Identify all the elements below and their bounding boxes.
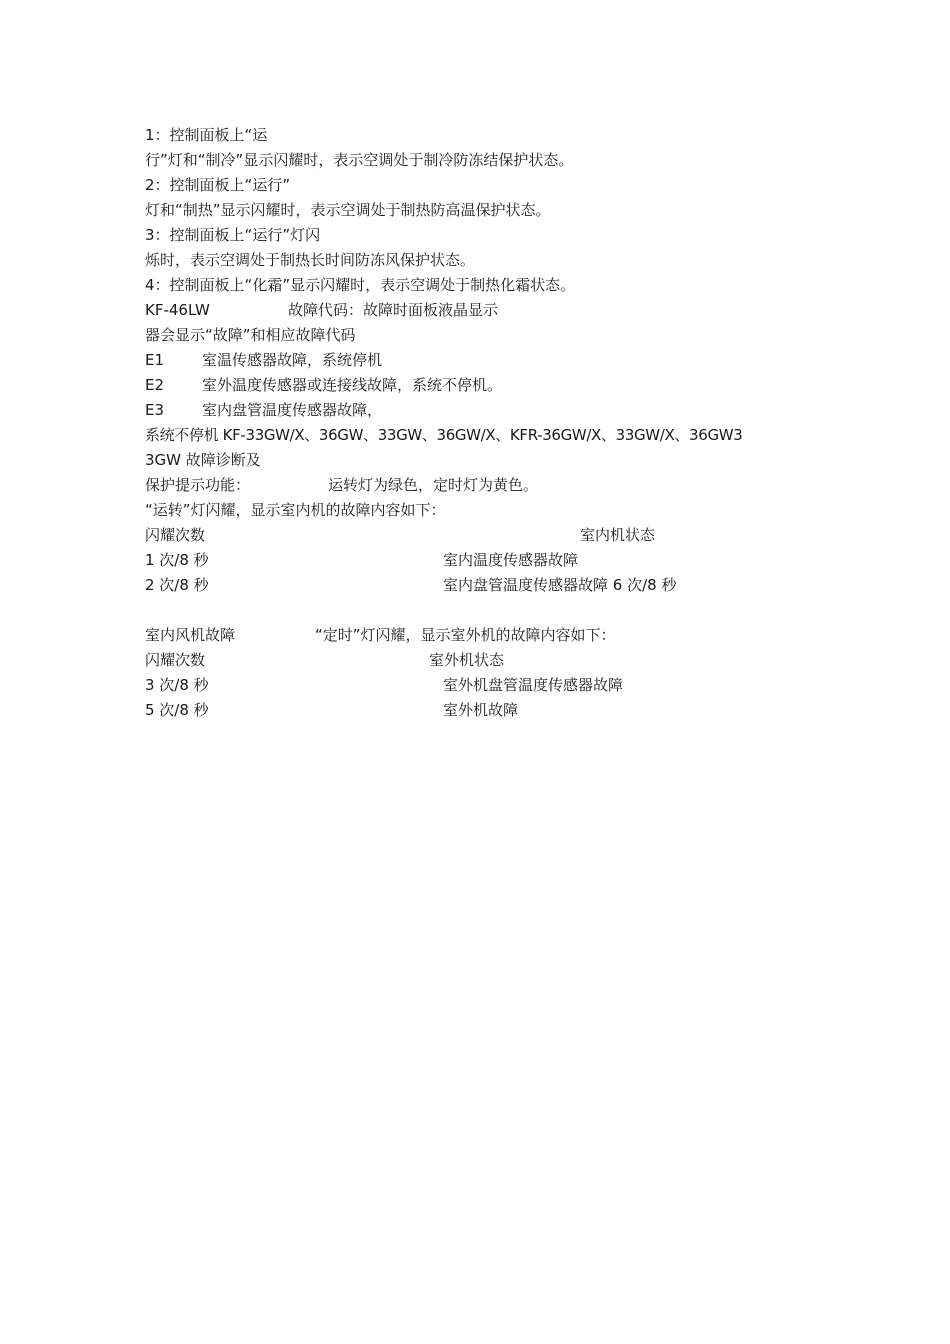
fault-code-intro: 故障代码：故障时面板液晶显示 xyxy=(288,301,499,319)
error-description: 室温传感器故障，系统停机 xyxy=(202,351,383,369)
flash-count: 5 次/8 秒 xyxy=(145,701,209,719)
text-line-content: 器会显示“故障”和相应故障代码 xyxy=(145,326,356,344)
unit-status: 室外机故障 xyxy=(443,701,519,719)
unit-status: 室外机盘管温度传感器故障 xyxy=(443,676,624,694)
model-line xyxy=(145,298,845,322)
error-code: E1 xyxy=(145,351,165,369)
flash-count: 3 次/8 秒 xyxy=(145,676,209,694)
outdoor-table-header xyxy=(145,648,845,672)
text-line-content: 灯和“制热”显示闪耀时，表示空调处于制热防高温保护状态。 xyxy=(145,201,551,219)
table-row xyxy=(145,548,845,572)
text-line-content: 2：控制面板上“运行” xyxy=(145,176,291,194)
error-code: E3 xyxy=(145,401,165,419)
text-line xyxy=(145,248,475,272)
fan-fault-line xyxy=(145,623,845,647)
text-line-content: 1：控制面板上“运 xyxy=(145,126,268,144)
text-line-content: 行”灯和“制冷”显示闪耀时，表示空调处于制冷防冻结保护状态。 xyxy=(145,151,574,169)
unit-status: 室内盘管温度传感器故障 6 次/8 秒 xyxy=(443,576,677,594)
table-row xyxy=(145,573,845,597)
protection-label: 保护提示功能： xyxy=(145,476,251,494)
error-code-row xyxy=(145,373,845,397)
error-code-row xyxy=(145,348,845,372)
text-line-content: 3：控制面板上“运行”灯闪 xyxy=(145,226,321,244)
text-line xyxy=(145,148,573,172)
text-line-content: 系统不停机 KF-33GW/X、36GW、33GW、36GW/X、KFR-36GW/X、33GW/X、36GW3 xyxy=(145,426,743,444)
timer-light-intro: “定时”灯闪耀，显示室外机的故障内容如下： xyxy=(315,626,616,644)
model-name: KF-46LW xyxy=(145,301,210,319)
text-line-content: 3GW 故障诊断及 xyxy=(145,451,261,469)
column-header-flash-count: 闪耀次数 xyxy=(145,651,206,669)
error-description: 室外温度传感器或连接线故障，系统不停机。 xyxy=(202,376,503,394)
text-line xyxy=(145,498,446,522)
column-header-outdoor-status: 室外机状态 xyxy=(429,651,505,669)
text-line xyxy=(145,448,261,472)
text-line xyxy=(145,323,356,347)
protection-text: 运转灯为绿色，定时灯为黄色。 xyxy=(328,476,539,494)
unit-status: 室内温度传感器故障 xyxy=(443,551,579,569)
column-header-indoor-status: 室内机状态 xyxy=(580,526,656,544)
error-code: E2 xyxy=(145,376,165,394)
column-header-flash-count: 闪耀次数 xyxy=(145,526,206,544)
indoor-table-header xyxy=(145,523,845,547)
error-code-row xyxy=(145,398,845,422)
text-line xyxy=(145,173,290,197)
text-line xyxy=(145,273,575,297)
error-description: 室内盘管温度传感器故障， xyxy=(202,401,383,419)
fan-fault-text: 室内风机故障 xyxy=(145,626,236,644)
flash-count: 1 次/8 秒 xyxy=(145,551,209,569)
text-line xyxy=(145,123,267,147)
text-line xyxy=(145,198,551,222)
flash-count: 2 次/8 秒 xyxy=(145,576,209,594)
text-line-content: 4：控制面板上“化霜”显示闪耀时，表示空调处于制热化霜状态。 xyxy=(145,276,576,294)
table-row xyxy=(145,673,845,697)
protection-line xyxy=(145,473,845,497)
table-row xyxy=(145,698,845,722)
text-line-content: “运转”灯闪耀，显示室内机的故障内容如下： xyxy=(145,501,446,519)
text-line xyxy=(145,223,320,247)
text-line xyxy=(145,423,742,447)
text-line-content: 烁时，表示空调处于制热长时间防冻风保护状态。 xyxy=(145,251,476,269)
